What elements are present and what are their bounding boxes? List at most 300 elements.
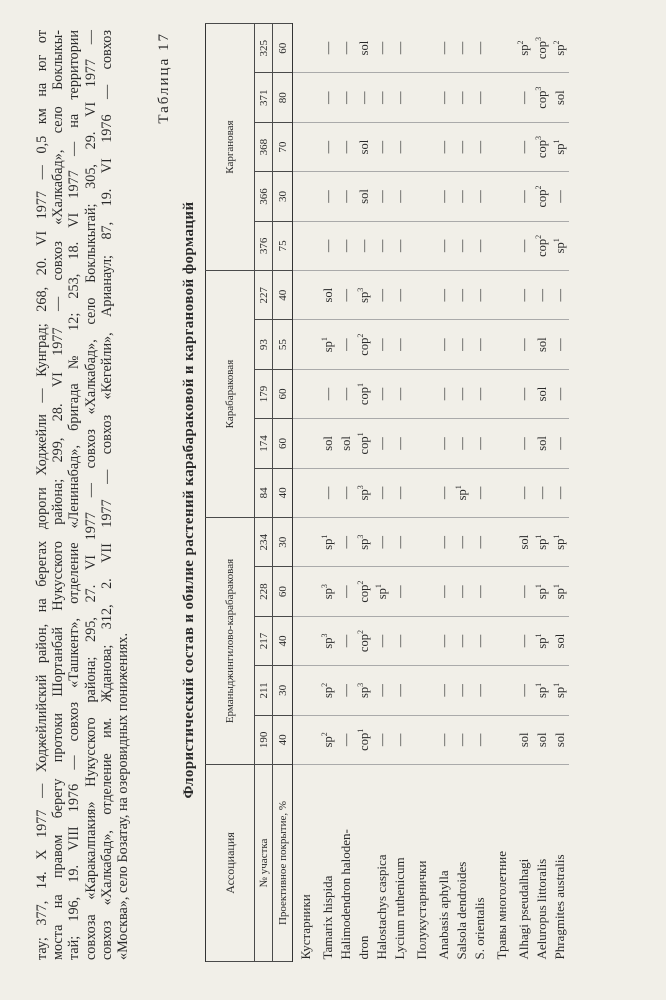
abundance-cell <box>355 24 373 73</box>
species-row <box>551 24 569 962</box>
abundance-degree: 3 <box>355 485 365 490</box>
abundance-value: — <box>392 91 407 104</box>
species-name: Aeluropus littoralis <box>534 858 549 960</box>
abundance-cell <box>435 24 453 73</box>
abundance-cell <box>337 73 355 122</box>
spacer-cell <box>489 715 515 764</box>
abundance-value: — <box>392 486 407 500</box>
abundance-value: — <box>392 387 407 401</box>
spacer-cell <box>489 73 515 122</box>
abundance-degree: 1 <box>533 682 543 687</box>
abundance-cell <box>435 172 453 221</box>
plot-number: 93 <box>255 320 273 369</box>
abundance-cell <box>453 468 471 517</box>
abundance-cell <box>453 172 471 221</box>
category-row <box>293 24 320 962</box>
abundance-cell <box>391 567 409 616</box>
abundance-value: sol <box>356 139 371 155</box>
abundance-cell <box>435 221 453 270</box>
abundance-cell <box>391 271 409 320</box>
abundance-cell <box>435 122 453 171</box>
abundance-cell <box>551 271 569 320</box>
abundance-cell <box>453 518 471 567</box>
abundance-cell <box>435 320 453 369</box>
abundance-cell <box>515 468 533 517</box>
abundance-value: sp <box>535 538 550 550</box>
abundance-cell <box>355 419 373 468</box>
species-row <box>391 24 409 962</box>
abundance-value: — <box>374 289 389 302</box>
abundance-value: — <box>454 733 469 747</box>
abundance-degree: 3 <box>319 584 329 589</box>
abundance-value: — <box>374 535 389 549</box>
abundance-cell <box>533 468 551 517</box>
abundance-value: cop <box>357 337 372 356</box>
abundance-value: — <box>472 289 487 302</box>
abundance-value: — <box>338 585 353 598</box>
abundance-cell <box>533 320 551 369</box>
abundance-cell <box>337 271 355 320</box>
abundance-cell <box>355 369 373 418</box>
abundance-value: — <box>338 190 353 203</box>
abundance-value: — <box>392 41 407 55</box>
spacer-cell <box>489 518 515 567</box>
abundance-cell <box>391 616 409 665</box>
abundance-cell <box>355 320 373 369</box>
abundance-value: cop <box>357 584 372 603</box>
abundance-value: — <box>392 239 407 253</box>
abundance-value: cop <box>535 189 550 208</box>
abundance-cell <box>533 24 551 73</box>
abundance-cell <box>471 24 489 73</box>
abundance-cell <box>435 518 453 567</box>
abundance-cell <box>337 419 355 468</box>
abundance-cell <box>373 616 391 665</box>
abundance-cell <box>373 320 391 369</box>
abundance-value: — <box>374 684 389 697</box>
abundance-cell <box>337 122 355 171</box>
spacer-cell <box>409 616 435 665</box>
abundance-degree: 1 <box>533 534 543 539</box>
cover-value: 40 <box>273 468 293 517</box>
abundance-cell <box>551 320 569 369</box>
abundance-value: sp <box>357 686 372 698</box>
abundance-degree: 1 <box>551 682 561 687</box>
plot-number: 366 <box>255 172 273 221</box>
abundance-value: — <box>374 634 389 648</box>
abundance-cell <box>453 369 471 418</box>
cover-value: 60 <box>273 369 293 418</box>
abundance-value: — <box>374 239 389 253</box>
abundance-cell <box>373 518 391 567</box>
spacer-cell <box>489 271 515 320</box>
abundance-value: — <box>338 338 353 351</box>
abundance-cell <box>453 616 471 665</box>
abundance-cell <box>319 172 337 221</box>
abundance-cell <box>435 616 453 665</box>
abundance-value: — <box>436 535 451 549</box>
abundance-value: — <box>454 684 469 697</box>
abundance-value: sp <box>553 538 568 550</box>
spacer-cell <box>409 172 435 221</box>
cover-value: 30 <box>273 666 293 715</box>
abundance-cell <box>355 221 373 270</box>
intro-line: моста на правом берегу протоки Шортанбай Нукусского района; 299, 28. VI 1977 — совхоз «Халкабад», село Боклыкы- <box>50 30 67 960</box>
spacer-cell <box>293 320 320 369</box>
abundance-cell <box>471 172 489 221</box>
abundance-cell <box>515 715 533 764</box>
abundance-cell <box>453 419 471 468</box>
abundance-cell <box>373 271 391 320</box>
spacer-cell <box>409 221 435 270</box>
abundance-value: — <box>338 733 353 747</box>
abundance-value: — <box>392 585 407 598</box>
cover-value: 30 <box>273 518 293 567</box>
cover-label: Проективное покрытие, % <box>273 765 293 962</box>
abundance-cell <box>319 73 337 122</box>
abundance-cell <box>337 369 355 418</box>
abundance-value: — <box>454 289 469 302</box>
species-row <box>435 24 453 962</box>
abundance-cell <box>471 369 489 418</box>
abundance-cell <box>319 221 337 270</box>
abundance-value: cop <box>357 732 372 751</box>
abundance-degree: 1 <box>453 485 463 490</box>
plot-number: 368 <box>255 122 273 171</box>
abundance-cell <box>435 271 453 320</box>
abundance-cell <box>319 567 337 616</box>
abundance-value: — <box>552 486 567 500</box>
species-row <box>453 24 471 962</box>
plot-number: 179 <box>255 369 273 418</box>
abundance-cell <box>471 666 489 715</box>
abundance-value: — <box>338 486 353 500</box>
abundance-value: cop <box>357 387 372 406</box>
abundance-value: — <box>320 486 335 500</box>
abundance-value: sp <box>535 686 550 698</box>
abundance-cell <box>515 221 533 270</box>
plot-number: 174 <box>255 419 273 468</box>
group-header-2: Карабараковая <box>206 271 255 518</box>
species-name: Tamarix hispida <box>320 875 335 960</box>
abundance-cell <box>319 24 337 73</box>
abundance-cell <box>515 518 533 567</box>
abundance-value: cop <box>535 140 550 159</box>
abundance-value: — <box>392 190 407 203</box>
abundance-value: sp <box>321 686 336 698</box>
abundance-value: — <box>454 338 469 351</box>
abundance-value: — <box>472 91 487 104</box>
abundance-cell <box>551 369 569 418</box>
abundance-cell <box>471 221 489 270</box>
abundance-cell <box>471 567 489 616</box>
abundance-value: — <box>552 387 567 401</box>
species-row <box>471 24 489 962</box>
abundance-cell <box>471 320 489 369</box>
abundance-cell <box>453 271 471 320</box>
spacer-cell <box>409 666 435 715</box>
abundance-cell <box>533 616 551 665</box>
category-name: Кустарники <box>298 894 313 960</box>
abundance-cell <box>453 567 471 616</box>
spacer-cell <box>409 419 435 468</box>
abundance-cell <box>355 666 373 715</box>
abundance-degree: 2 <box>515 40 525 45</box>
abundance-cell <box>373 419 391 468</box>
abundance-value: — <box>552 338 567 351</box>
abundance-cell <box>373 369 391 418</box>
abundance-cell <box>373 122 391 171</box>
cover-value: 40 <box>273 715 293 764</box>
spacer-cell <box>489 666 515 715</box>
abundance-value: sol <box>338 436 353 451</box>
species-row <box>533 24 551 962</box>
spacer-cell <box>293 73 320 122</box>
abundance-cell <box>319 715 337 764</box>
abundance-cell <box>337 666 355 715</box>
abundance-value: sp <box>535 588 550 600</box>
abundance-degree: 1 <box>533 584 543 589</box>
abundance-value: cop <box>357 436 372 455</box>
abundance-cell <box>435 567 453 616</box>
abundance-cell <box>551 468 569 517</box>
abundance-value: — <box>374 190 389 203</box>
abundance-value: — <box>392 733 407 747</box>
abundance-cell <box>533 715 551 764</box>
abundance-value: sp <box>535 637 550 649</box>
abundance-cell <box>391 24 409 73</box>
table-title: Флористический состав и обилие растений карабараковой и каргановой формаций <box>181 201 197 799</box>
abundance-value: — <box>392 140 407 154</box>
abundance-value: — <box>472 190 487 203</box>
abundance-value: — <box>472 41 487 55</box>
group-header-3: Каргановая <box>206 24 255 271</box>
abundance-value: — <box>436 289 451 302</box>
plot-number: 227 <box>255 271 273 320</box>
abundance-value: — <box>472 338 487 351</box>
abundance-cell <box>453 666 471 715</box>
abundance-cell <box>355 468 373 517</box>
abundance-degree: 2 <box>355 630 365 634</box>
abundance-cell <box>391 172 409 221</box>
abundance-degree: 2 <box>319 682 329 687</box>
abundance-cell <box>319 320 337 369</box>
cover-value: 60 <box>273 567 293 616</box>
abundance-cell <box>319 122 337 171</box>
abundance-value: — <box>552 437 567 450</box>
spacer-cell <box>409 320 435 369</box>
abundance-degree: 1 <box>355 432 365 437</box>
abundance-cell <box>355 518 373 567</box>
abundance-cell <box>337 172 355 221</box>
abundance-cell <box>319 271 337 320</box>
abundance-degree: 3 <box>355 534 365 539</box>
abundance-degree: 1 <box>355 728 365 733</box>
abundance-value: sol <box>516 732 531 748</box>
abundance-cell <box>515 369 533 418</box>
spacer-cell <box>293 221 320 270</box>
abundance-value: sp <box>357 291 372 303</box>
category-row <box>409 24 435 962</box>
cover-value: 40 <box>273 271 293 320</box>
abundance-value: — <box>454 91 469 104</box>
abundance-value: sp <box>321 736 336 748</box>
abundance-value: — <box>472 634 487 648</box>
abundance-value: — <box>454 634 469 648</box>
abundance-value: sol <box>534 337 549 352</box>
abundance-value: sol <box>552 732 567 748</box>
abundance-degree: 3 <box>355 682 365 687</box>
abundance-value: sp <box>517 44 532 56</box>
plot-number: 228 <box>255 567 273 616</box>
abundance-value: — <box>374 387 389 401</box>
abundance-value: cop <box>357 634 372 653</box>
abundance-cell <box>471 468 489 517</box>
abundance-cell <box>373 567 391 616</box>
cover-value: 60 <box>273 24 293 73</box>
abundance-cell <box>435 666 453 715</box>
plot-number-label: № участка <box>255 765 273 962</box>
abundance-value: — <box>436 338 451 351</box>
abundance-cell <box>337 715 355 764</box>
abundance-value: — <box>454 437 469 450</box>
abundance-cell <box>391 73 409 122</box>
intro-line: совхоз «Халкабад», отделение им. Жданова; 312, 2. VII 1977 — совхоз «Кегейли», Арианаул; 87, 19. VI 1976 — совхоз <box>98 30 115 960</box>
abundance-cell <box>355 715 373 764</box>
abundance-cell <box>551 122 569 171</box>
abundance-value: — <box>392 535 407 549</box>
abundance-value: — <box>516 239 531 253</box>
abundance-value: — <box>338 239 353 253</box>
abundance-degree: 2 <box>533 185 543 190</box>
abundance-cell <box>515 73 533 122</box>
abundance-value: — <box>472 140 487 154</box>
abundance-value: — <box>472 733 487 747</box>
table-number: Таблица 17 <box>156 32 172 124</box>
spacer-cell <box>489 616 515 665</box>
species-name: S. orientalis <box>472 897 487 960</box>
abundance-cell <box>435 369 453 418</box>
spacer-cell <box>293 567 320 616</box>
abundance-cell <box>337 518 355 567</box>
abundance-cell <box>533 666 551 715</box>
abundance-value: — <box>472 239 487 253</box>
abundance-value: — <box>392 634 407 648</box>
cover-value: 80 <box>273 73 293 122</box>
abundance-cell <box>391 419 409 468</box>
abundance-value: — <box>516 585 531 598</box>
abundance-cell <box>453 715 471 764</box>
abundance-cell <box>515 172 533 221</box>
abundance-value: — <box>436 486 451 500</box>
abundance-cell <box>435 419 453 468</box>
abundance-value: — <box>534 289 549 302</box>
abundance-value: — <box>436 733 451 747</box>
spacer-cell <box>409 518 435 567</box>
cover-value: 40 <box>273 616 293 665</box>
abundance-value: — <box>516 486 531 500</box>
abundance-value: — <box>356 239 371 253</box>
spacer-cell <box>409 73 435 122</box>
spacer-cell <box>489 320 515 369</box>
spacer-cell <box>409 271 435 320</box>
category-row <box>489 24 515 962</box>
abundance-value: sol <box>516 534 531 550</box>
abundance-value: — <box>436 140 451 154</box>
abundance-value: — <box>472 535 487 549</box>
abundance-value: — <box>436 190 451 203</box>
abundance-value: — <box>436 239 451 253</box>
abundance-cell <box>355 73 373 122</box>
abundance-cell <box>551 24 569 73</box>
abundance-cell <box>515 616 533 665</box>
abundance-cell <box>453 320 471 369</box>
group-header-1: Ерманыджингилово-карабараковая <box>206 518 255 765</box>
abundance-value: sp <box>553 686 568 698</box>
abundance-value: — <box>472 387 487 401</box>
abundance-degree: 1 <box>319 337 329 342</box>
abundance-value: — <box>552 190 567 203</box>
abundance-value: sol <box>552 90 567 105</box>
species-name: Halimodendron haloden- <box>338 829 353 960</box>
cover-value: 70 <box>273 122 293 171</box>
abundance-cell <box>515 320 533 369</box>
abundance-cell <box>515 419 533 468</box>
abundance-cell <box>471 73 489 122</box>
abundance-value: — <box>534 486 549 500</box>
abundance-cell <box>337 616 355 665</box>
species-row <box>319 24 337 962</box>
species-name: Phragmites australis <box>552 854 567 960</box>
abundance-value: — <box>516 190 531 203</box>
abundance-value: sol <box>320 436 335 451</box>
abundance-degree: 2 <box>319 732 329 737</box>
abundance-cell <box>533 221 551 270</box>
species-name: dron <box>356 935 371 960</box>
abundance-value: — <box>472 486 487 500</box>
spacer-cell <box>293 172 320 221</box>
abundance-cell <box>435 715 453 764</box>
abundance-cell <box>373 666 391 715</box>
abundance-cell <box>453 221 471 270</box>
abundance-value: — <box>516 140 531 154</box>
spacer-cell <box>293 419 320 468</box>
spacer-cell <box>409 715 435 764</box>
abundance-value: sol <box>534 436 549 451</box>
abundance-cell <box>515 122 533 171</box>
abundance-cell <box>551 567 569 616</box>
abundance-degree: 1 <box>551 584 561 589</box>
abundance-value: — <box>436 634 451 648</box>
abundance-cell <box>337 221 355 270</box>
spacer-cell <box>293 616 320 665</box>
abundance-cell <box>435 73 453 122</box>
abundance-value: — <box>374 486 389 500</box>
spacer-cell <box>293 122 320 171</box>
abundance-value: sp <box>553 588 568 600</box>
abundance-cell <box>391 320 409 369</box>
abundance-cell <box>515 24 533 73</box>
abundance-value: — <box>454 190 469 203</box>
species-name: Salsola dendroides <box>454 861 469 960</box>
abundance-value: — <box>338 289 353 302</box>
species-name: Halostachys caspica <box>374 854 389 960</box>
cover-value: 75 <box>273 221 293 270</box>
spacer-cell <box>489 419 515 468</box>
abundance-value: — <box>516 634 531 648</box>
abundance-degree: 2 <box>551 40 561 45</box>
abundance-value: — <box>392 684 407 697</box>
